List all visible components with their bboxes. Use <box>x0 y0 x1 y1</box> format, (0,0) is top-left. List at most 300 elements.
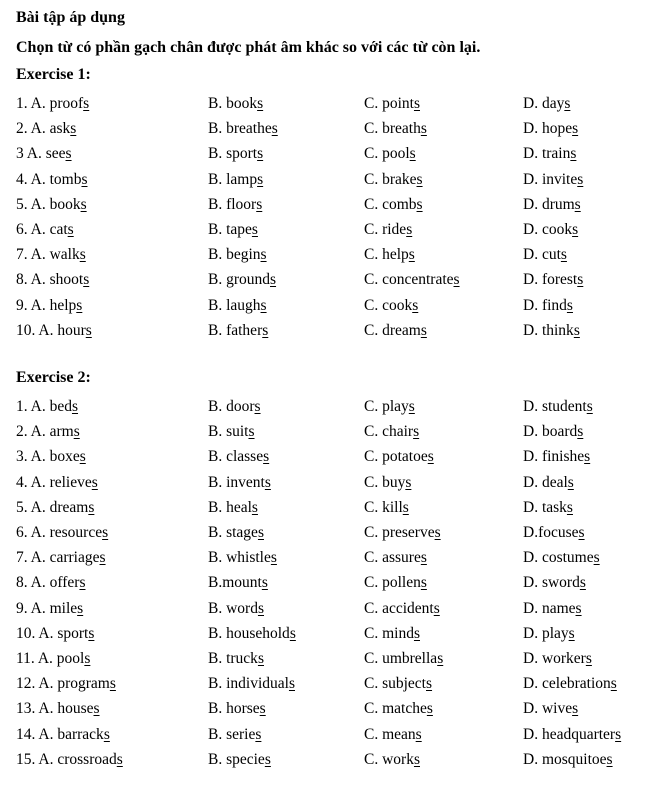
option-text: 7. A. carriage <box>16 549 100 567</box>
option-cell <box>523 242 637 267</box>
underlined-ending: s <box>560 246 567 264</box>
option-text: D. cut <box>523 246 561 264</box>
underlined-ending: s <box>71 398 79 416</box>
option-cell <box>16 318 208 343</box>
option-cell <box>364 167 523 192</box>
option-text: C. comb <box>364 195 417 213</box>
underlined-ending: s <box>257 650 264 668</box>
underlined-ending: s <box>420 549 427 567</box>
option-text: 7. A. walk <box>16 246 80 264</box>
underlined-ending: s <box>577 170 584 188</box>
option-text: B. household <box>208 624 290 642</box>
question-row <box>16 91 637 116</box>
underlined-ending: s <box>76 296 83 314</box>
underlined-ending: s <box>406 221 413 239</box>
underlined-ending: s <box>413 95 420 112</box>
option-text: 2. A. ask <box>16 120 71 138</box>
option-cell <box>364 596 523 621</box>
option-cell <box>16 570 208 595</box>
option-cell <box>364 318 523 343</box>
option-text: D. wive <box>523 700 573 718</box>
option-text: 9. A. mile <box>16 599 78 617</box>
underlined-ending: s <box>256 195 263 213</box>
underlined-ending: s <box>405 473 412 491</box>
underlined-ending: s <box>257 599 264 617</box>
option-text: C. cook <box>364 296 413 314</box>
underlined-ending: s <box>264 473 271 491</box>
option-text: B. breathe <box>208 120 272 138</box>
option-text: D. worker <box>523 650 586 668</box>
option-cell <box>16 217 208 242</box>
option-text: 6. A. cat <box>16 221 68 239</box>
option-text: C. accident <box>364 599 434 617</box>
question-row <box>16 419 637 444</box>
option-text: D. mosquitoe <box>523 750 607 768</box>
option-cell <box>16 192 208 217</box>
option-text: D. forest <box>523 271 578 289</box>
option-cell <box>364 621 523 646</box>
underlined-ending: s <box>254 398 261 416</box>
underlined-ending: s <box>93 700 100 718</box>
option-text: B. truck <box>208 650 258 668</box>
question-row <box>16 192 637 217</box>
option-text: D. hope <box>523 120 573 138</box>
underlined-ending: s <box>427 448 434 466</box>
underlined-ending: s <box>257 145 264 163</box>
option-text: C. matche <box>364 700 427 718</box>
question-row <box>16 141 637 166</box>
underlined-ending: s <box>288 675 295 693</box>
underlined-ending: s <box>610 675 617 693</box>
option-cell <box>364 267 523 292</box>
option-text: D. invite <box>523 170 578 188</box>
option-text: D. headquarter <box>523 725 616 743</box>
option-text: 1. A. bed <box>16 398 72 416</box>
underlined-ending: s <box>260 246 267 264</box>
underlined-ending: s <box>257 95 264 112</box>
option-text: B. specie <box>208 750 265 768</box>
underlined-ending: s <box>577 271 584 289</box>
option-text: 5. A. dream <box>16 498 89 516</box>
underlined-ending: s <box>566 296 573 314</box>
option-text: D. drum <box>523 195 575 213</box>
underlined-ending: s <box>437 650 444 668</box>
option-cell <box>208 267 364 292</box>
option-text: B. book <box>208 95 258 112</box>
option-cell <box>16 596 208 621</box>
underlined-ending: s <box>572 221 579 239</box>
option-cell <box>364 570 523 595</box>
option-cell <box>523 470 637 495</box>
option-text: C. pollen <box>364 574 421 592</box>
underlined-ending: s <box>420 120 427 138</box>
option-cell <box>523 318 637 343</box>
option-text: C. subject <box>364 675 426 693</box>
option-text: 1. A. proof <box>16 95 84 112</box>
underlined-ending: s <box>570 145 577 163</box>
underlined-ending: s <box>579 574 586 592</box>
underlined-ending: s <box>584 448 591 466</box>
option-text: D. train <box>523 145 571 163</box>
option-cell <box>364 192 523 217</box>
option-cell <box>364 470 523 495</box>
option-cell <box>364 91 523 116</box>
option-cell <box>523 747 637 772</box>
option-cell <box>208 394 364 419</box>
option-cell <box>16 696 208 721</box>
option-text: B. sport <box>208 145 258 163</box>
option-cell <box>208 167 364 192</box>
underlined-ending: s <box>270 549 277 567</box>
option-cell <box>523 167 637 192</box>
underlined-ending: s <box>255 725 262 743</box>
question-row <box>16 242 637 267</box>
underlined-ending: s <box>615 725 622 743</box>
underlined-ending: s <box>271 120 278 138</box>
option-cell <box>364 747 523 772</box>
question-row <box>16 570 637 595</box>
underlined-ending: s <box>289 624 296 642</box>
option-cell <box>208 470 364 495</box>
option-cell <box>523 116 637 141</box>
option-cell <box>523 696 637 721</box>
option-text: 5. A. book <box>16 195 81 213</box>
option-cell <box>208 545 364 570</box>
option-text: B. heal <box>208 498 252 516</box>
option-text: B. stage <box>208 524 258 542</box>
underlined-ending: s <box>606 750 613 768</box>
instruction-text: Chọn từ có phần gạch chân được phát âm khác so với các từ còn lại. <box>16 39 481 56</box>
option-cell <box>208 596 364 621</box>
option-cell <box>208 747 364 772</box>
underlined-ending: s <box>67 221 74 239</box>
option-cell <box>208 116 364 141</box>
option-text: B. begin <box>208 246 261 264</box>
option-text: B. individual <box>208 675 289 693</box>
option-cell <box>16 267 208 292</box>
option-text: C. help <box>364 246 409 264</box>
option-text: B. invent <box>208 473 265 491</box>
option-text: B. floor <box>208 195 257 213</box>
option-text: C. mind <box>364 624 414 642</box>
option-cell <box>523 444 637 469</box>
underlined-ending: s <box>88 624 95 642</box>
option-text: 6. A. resource <box>16 524 103 542</box>
underlined-ending: s <box>433 599 440 617</box>
option-cell <box>364 217 523 242</box>
option-text: C. point <box>364 95 414 112</box>
option-text: D. day <box>523 95 565 112</box>
option-text: 4. A. relieve <box>16 473 92 491</box>
option-text: C. kill <box>364 498 403 516</box>
underlined-ending: s <box>416 170 423 188</box>
question-row <box>16 747 637 772</box>
underlined-ending: s <box>91 473 98 491</box>
underlined-ending: s <box>259 700 266 718</box>
option-text: D. finishe <box>523 448 585 466</box>
option-cell <box>523 621 637 646</box>
underlined-ending: s <box>420 321 427 339</box>
underlined-ending: s <box>408 246 415 264</box>
underlined-ending: s <box>261 574 268 592</box>
option-text: B. classe <box>208 448 264 466</box>
underlined-ending: s <box>578 524 585 542</box>
underlined-ending: s <box>572 120 579 138</box>
option-cell <box>364 141 523 166</box>
underlined-ending: s <box>70 120 77 138</box>
underlined-ending: s <box>73 423 80 441</box>
option-text: 10. A. sport <box>16 624 89 642</box>
underlined-ending: s <box>420 574 427 592</box>
option-cell <box>16 167 208 192</box>
question-row <box>16 116 637 141</box>
option-text: 12. A. program <box>16 675 110 693</box>
option-cell <box>364 520 523 545</box>
option-text: D. cook <box>523 221 573 239</box>
question-row <box>16 520 637 545</box>
option-text: 10. A. hour <box>16 321 86 339</box>
underlined-ending: s <box>263 448 270 466</box>
option-text: 4. A. tomb <box>16 170 82 188</box>
option-cell <box>208 91 364 116</box>
underlined-ending: s <box>585 650 592 668</box>
option-cell <box>16 394 208 419</box>
question-row <box>16 293 637 318</box>
option-cell <box>16 91 208 116</box>
option-cell <box>208 570 364 595</box>
option-cell <box>16 747 208 772</box>
option-cell <box>523 545 637 570</box>
underlined-ending: s <box>413 624 420 642</box>
question-row <box>16 671 637 696</box>
option-cell <box>523 293 637 318</box>
question-row <box>16 596 637 621</box>
option-cell <box>523 520 637 545</box>
option-cell <box>208 696 364 721</box>
option-cell <box>16 722 208 747</box>
option-text: B. laugh <box>208 296 261 314</box>
underlined-ending: s <box>109 675 116 693</box>
option-cell <box>208 141 364 166</box>
option-text: C. chair <box>364 423 414 441</box>
option-cell <box>523 267 637 292</box>
underlined-ending: s <box>251 221 258 239</box>
option-text: B. tape <box>208 221 252 239</box>
option-text: D. student <box>523 398 587 416</box>
option-cell <box>523 141 637 166</box>
question-row <box>16 621 637 646</box>
option-cell <box>208 520 364 545</box>
underlined-ending: s <box>416 195 423 213</box>
option-text: D. celebration <box>523 675 611 693</box>
option-text: C. ride <box>364 221 407 239</box>
option-cell <box>16 242 208 267</box>
option-text: C. mean <box>364 725 416 743</box>
exercise-1-rows <box>16 91 637 343</box>
option-text: 3. A. boxe <box>16 448 80 466</box>
underlined-ending: s <box>116 750 123 768</box>
underlined-ending: s <box>79 246 86 264</box>
option-text: C. preserve <box>364 524 435 542</box>
option-cell <box>523 671 637 696</box>
option-cell <box>523 596 637 621</box>
option-text: C. potatoe <box>364 448 428 466</box>
underlined-ending: s <box>426 675 433 693</box>
underlined-ending: s <box>434 524 441 542</box>
underlined-ending: s <box>573 321 580 339</box>
underlined-ending: s <box>413 423 420 441</box>
option-cell <box>16 646 208 671</box>
underlined-ending: s <box>415 725 422 743</box>
option-cell <box>16 444 208 469</box>
option-text: 8. A. shoot <box>16 271 84 289</box>
option-text: C. play <box>364 398 409 416</box>
option-cell <box>208 722 364 747</box>
option-text: C. brake <box>364 170 417 188</box>
option-cell <box>523 217 637 242</box>
option-cell <box>523 646 637 671</box>
question-row <box>16 646 637 671</box>
option-cell <box>208 444 364 469</box>
question-row <box>16 495 637 520</box>
exercise-2-rows <box>16 394 637 772</box>
option-cell <box>364 646 523 671</box>
option-text: C. assure <box>364 549 421 567</box>
option-cell <box>16 141 208 166</box>
underlined-ending: s <box>413 750 420 768</box>
exercise-1-heading: Exercise 1: <box>16 66 91 83</box>
option-text: C. umbrella <box>364 650 438 668</box>
question-row <box>16 267 637 292</box>
underlined-ending: s <box>85 321 92 339</box>
page-title: Bài tập áp dụng <box>16 9 125 26</box>
option-text: B. word <box>208 599 258 617</box>
underlined-ending: s <box>102 524 109 542</box>
question-row <box>16 696 637 721</box>
option-cell <box>16 621 208 646</box>
option-text: 3 A. see <box>16 145 66 163</box>
option-cell <box>523 570 637 595</box>
option-cell <box>364 293 523 318</box>
option-cell <box>208 293 364 318</box>
option-cell <box>16 293 208 318</box>
option-text: D.focuse <box>523 524 579 542</box>
option-text: D. sword <box>523 574 580 592</box>
option-text: D. play <box>523 624 569 642</box>
option-cell <box>523 419 637 444</box>
option-text: C. dream <box>364 321 421 339</box>
option-text: D. board <box>523 423 578 441</box>
underlined-ending: s <box>83 271 90 289</box>
underlined-ending: s <box>262 321 269 339</box>
option-cell <box>364 394 523 419</box>
option-text: D. costume <box>523 549 594 567</box>
question-row <box>16 394 637 419</box>
option-cell <box>364 722 523 747</box>
option-cell <box>208 646 364 671</box>
exercise-2-heading: Exercise 2: <box>16 369 91 387</box>
option-text: D. deal <box>523 473 568 491</box>
option-cell <box>208 217 364 242</box>
option-text: D. think <box>523 321 574 339</box>
underlined-ending: s <box>99 549 106 567</box>
underlined-ending: s <box>453 271 460 289</box>
option-cell <box>364 242 523 267</box>
option-text: C. buy <box>364 473 406 491</box>
option-cell <box>364 545 523 570</box>
option-cell <box>364 671 523 696</box>
option-text: C. work <box>364 750 414 768</box>
underlined-ending: s <box>567 473 574 491</box>
underlined-ending: s <box>65 145 72 163</box>
underlined-ending: s <box>83 95 90 112</box>
underlined-ending: s <box>251 498 258 516</box>
underlined-ending: s <box>79 574 86 592</box>
option-cell <box>364 495 523 520</box>
option-text: 13. A. house <box>16 700 94 718</box>
option-text: B.mount <box>208 574 262 592</box>
option-cell <box>523 722 637 747</box>
underlined-ending: s <box>409 145 416 163</box>
option-cell <box>16 495 208 520</box>
underlined-ending: s <box>103 725 110 743</box>
option-cell <box>16 470 208 495</box>
underlined-ending: s <box>574 195 581 213</box>
underlined-ending: s <box>81 170 88 188</box>
underlined-ending: s <box>402 498 409 516</box>
option-cell <box>16 116 208 141</box>
option-text: 11. A. pool <box>16 650 85 668</box>
underlined-ending: s <box>80 195 87 213</box>
underlined-ending: s <box>88 498 95 516</box>
underlined-ending: s <box>575 599 582 617</box>
option-cell <box>208 318 364 343</box>
underlined-ending: s <box>412 296 419 314</box>
option-cell <box>16 520 208 545</box>
underlined-ending: s <box>586 398 593 416</box>
option-cell <box>208 621 364 646</box>
underlined-ending: s <box>568 624 575 642</box>
option-cell <box>16 419 208 444</box>
option-text: B. father <box>208 321 263 339</box>
option-cell <box>523 495 637 520</box>
underlined-ending: s <box>426 700 433 718</box>
option-text: 14. A. barrack <box>16 725 104 743</box>
option-cell <box>16 671 208 696</box>
option-text: C. pool <box>364 145 410 163</box>
option-cell <box>208 671 364 696</box>
option-text: D. task <box>523 498 567 516</box>
underlined-ending: s <box>593 549 600 567</box>
question-row <box>16 470 637 495</box>
option-cell <box>523 91 637 116</box>
underlined-ending: s <box>564 95 571 112</box>
question-row <box>16 722 637 747</box>
option-text: B. horse <box>208 700 260 718</box>
option-cell <box>208 242 364 267</box>
option-cell <box>208 419 364 444</box>
option-text: B. whistle <box>208 549 271 567</box>
option-text: B. ground <box>208 271 270 289</box>
underlined-ending: s <box>248 423 255 441</box>
option-cell <box>16 545 208 570</box>
underlined-ending: s <box>79 448 86 466</box>
underlined-ending: s <box>577 423 584 441</box>
underlined-ending: s <box>77 599 84 617</box>
question-row <box>16 217 637 242</box>
option-cell <box>364 696 523 721</box>
underlined-ending: s <box>408 398 415 416</box>
